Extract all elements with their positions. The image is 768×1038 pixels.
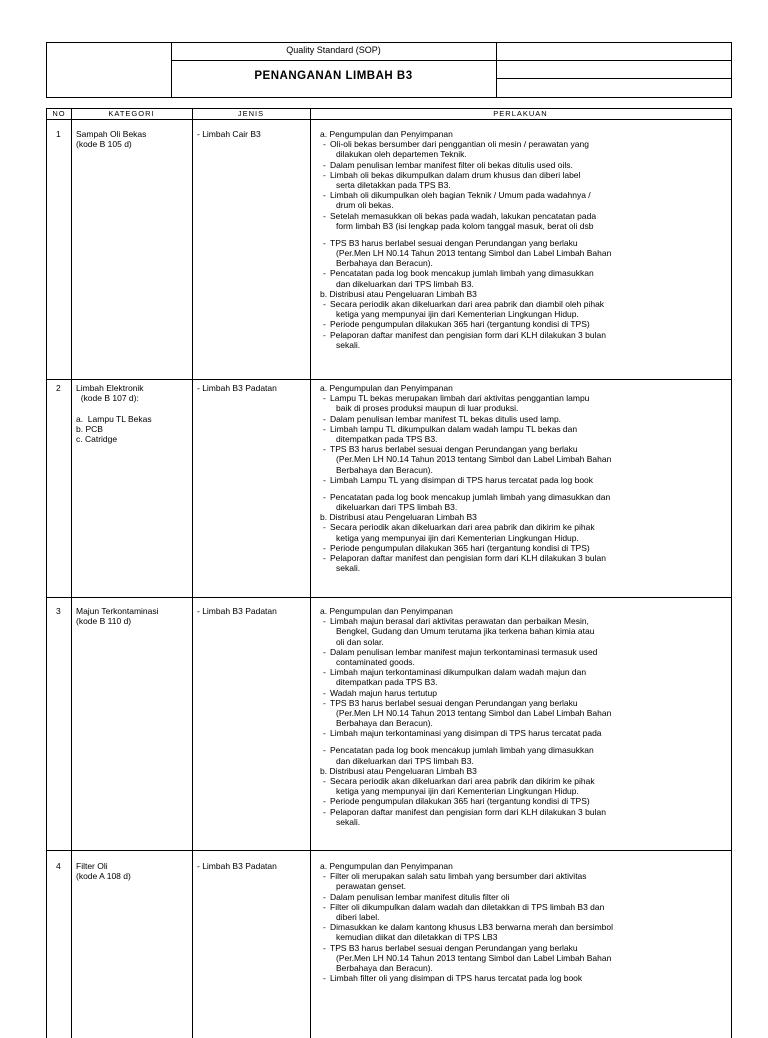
treatment-line: sekali. [336, 339, 361, 350]
treatment-line: - Pelaporan daftar manifest dan pengisian form dari KLH dilakukan 3 bulan [320, 330, 730, 340]
treatment-line: - Filter oli merupakan salah satu limbah yang bersumber dari aktivitas [320, 871, 730, 881]
column-header-jenis: JENIS [237, 109, 265, 118]
section-heading: a. Pengumpulan dan Penyimpanan [320, 129, 453, 139]
treatment-line: - TPS B3 harus berlabel sesuai dengan Perundangan yang berlaku [320, 238, 730, 248]
treatment-line: dilakukan oleh departemen Teknik. [336, 149, 467, 160]
row-perlakuan [320, 861, 730, 983]
section-heading: b. Distribusi atau Pengeluaran Limbah B3 [320, 765, 477, 776]
treatment-line: contaminated goods. [336, 656, 415, 667]
treatment-line: - Periode pengumpulan dilakukan 365 hari (tergantung kondisi di TPS) [320, 319, 730, 329]
column-header-perlakuan: PERLAKUAN [493, 109, 548, 118]
treatment-line: - Limbah majun terkontaminasi yang disimpan di TPS harus tercatat pada [320, 728, 730, 738]
treatment-line: - Secara periodik akan dikeluarkan dari area pabrik dan dikirim ke pihak [320, 776, 730, 786]
treatment-line: ketiga yang mempunyai ijin dari Kementerian Lingkungan Hidup. [336, 532, 579, 543]
treatment-line: - Limbah majun berasal dari aktivitas perawatan dan perbaikan Mesin, [320, 616, 730, 626]
treatment-line: - Limbah majun terkontaminasi dikumpulkan dalam wadah majun dan [320, 667, 730, 677]
treatment-line: - Dalam penulisan lembar manifest filter oli bekas ditulis used oils. [320, 160, 730, 170]
row-kategori: Filter Oli (kode A 108 d) [76, 861, 131, 882]
treatment-line: - Oli-oli bekas bersumber dari penggantian oli mesin / perawatan yang [320, 139, 730, 149]
treatment-line: - TPS B3 harus berlabel sesuai dengan Perundangan yang berlaku [320, 444, 730, 454]
row-kategori: Sampah Oli Bekas (kode B 105 d) [76, 129, 147, 150]
row-jenis: - Limbah B3 Padatan [197, 383, 277, 393]
column-header-no: NO [52, 109, 66, 118]
row-perlakuan [320, 606, 730, 827]
treatment-line: ditempatkan pada TPS B3. [336, 677, 438, 688]
row-number: 1 [56, 129, 61, 139]
document-title: PENANGANAN LIMBAH B3 [254, 70, 413, 82]
column-header-kategori: KATEGORI [108, 109, 155, 118]
treatment-line: - Pencatatan pada log book mencakup jumlah limbah yang dimasukkan [320, 268, 730, 278]
treatment-line: - Pelaporan daftar manifest dan pengisian form dari KLH dilakukan 3 bulan [320, 807, 730, 817]
treatment-line: - TPS B3 harus berlabel sesuai dengan Perundangan yang berlaku [320, 698, 730, 708]
row-kategori: Majun Terkontaminasi (kode B 110 d) [76, 606, 159, 627]
section-heading: a. Pengumpulan dan Penyimpanan [320, 606, 453, 616]
treatment-line: dikeluarkan dari TPS limbah B3. [336, 502, 458, 513]
treatment-line: - Wadah majun harus tertutup [320, 688, 730, 698]
treatment-line: Berbahaya dan Beracun). [336, 718, 433, 729]
treatment-line: (Per.Men LH N0.14 Tahun 2013 tentang Simbol dan Label Limbah Bahan [336, 707, 612, 718]
treatment-line: kemudian diikat dan diletakkan di TPS LB3 [336, 932, 498, 943]
treatment-line: - Dalam penulisan lembar manifest majun terkontaminasi termasuk used [320, 647, 730, 657]
document-header [46, 42, 732, 98]
document-subtitle: Quality Standard (SOP) [286, 45, 381, 55]
section-heading: a. Pengumpulan dan Penyimpanan [320, 383, 453, 393]
treatment-line: - Filter oli dikumpulkan dalam wadah dan diletakkan di TPS limbah B3 dan [320, 902, 730, 912]
row-perlakuan [320, 383, 730, 573]
treatment-line: form limbah B3 (isi lengkap pada kolom tanggal masuk, berat oli dsb [336, 220, 594, 231]
treatment-line: Berbahaya dan Beracun). [336, 962, 433, 973]
spacer [320, 738, 730, 745]
treatment-line: serta diletakkan pada TPS B3. [336, 179, 451, 190]
treatment-line: - Limbah oli bekas dikumpulkan dalam drum khusus dan diberi label [320, 170, 730, 180]
treatment-line: - Dalam penulisan lembar manifest TL bekas ditulis used lamp. [320, 414, 730, 424]
treatment-line: Bengkel, Gudang dan Umum terutama jika terkena bahan kimia atau [336, 626, 595, 637]
treatment-line: perawatan genset. [336, 881, 406, 892]
row-jenis: - Limbah B3 Padatan [197, 606, 277, 616]
treatment-line: - Setelah memasukkan oli bekas pada wadah, lakukan pencatatan pada [320, 211, 730, 221]
treatment-line: - Dalam penulisan lembar manifest ditulis filter oli [320, 892, 730, 902]
treatment-line: diberi label. [336, 911, 380, 922]
treatment-line: oli dan solar. [336, 636, 384, 647]
section-heading: b. Distribusi atau Pengeluaran Limbah B3 [320, 512, 477, 523]
treatment-line: Berbahaya dan Beracun). [336, 258, 433, 269]
treatment-line: - Periode pengumpulan dilakukan 365 hari (tergantung kondisi di TPS) [320, 543, 730, 553]
treatment-line: ketiga yang mempunyai ijin dari Kementerian Lingkungan Hidup. [336, 786, 579, 797]
row-jenis: - Limbah Cair B3 [197, 129, 261, 139]
treatment-line: - Secara periodik akan dikeluarkan dari area pabrik dan dikirim ke pihak [320, 522, 730, 532]
treatment-line: sekali. [336, 563, 361, 574]
treatment-line: (Per.Men LH N0.14 Tahun 2013 tentang Simbol dan Label Limbah Bahan [336, 454, 612, 465]
treatment-line: dan dikeluarkan dari TPS limbah B3. [336, 755, 474, 766]
treatment-line: - Pelaporan daftar manifest dan pengisian form dari KLH dilakukan 3 bulan [320, 553, 730, 563]
treatment-line: - Limbah lampu TL dikumpulkan dalam wadah lampu TL bekas dan [320, 424, 730, 434]
section-heading: b. Distribusi atau Pengeluaran Limbah B3 [320, 288, 477, 299]
row-jenis: - Limbah B3 Padatan [197, 861, 277, 871]
row-perlakuan [320, 129, 730, 350]
treatment-line: - TPS B3 harus berlabel sesuai dengan Perundangan yang berlaku [320, 943, 730, 953]
treatment-line: Berbahaya dan Beracun). [336, 464, 433, 475]
spacer [320, 231, 730, 238]
treatment-line: - Lampu TL bekas merupakan limbah dari aktivitas penggantian lampu [320, 393, 730, 403]
treatment-line: dan dikeluarkan dari TPS limbah B3. [336, 278, 474, 289]
section-heading: a. Pengumpulan dan Penyimpanan [320, 861, 453, 871]
treatment-line: ketiga yang mempunyai ijin dari Kementerian Lingkungan Hidup. [336, 309, 579, 320]
treatment-line: drum oli bekas. [336, 200, 394, 211]
treatment-line: baik di proses produksi maupun di luar produksi. [336, 403, 519, 414]
treatment-line: sekali. [336, 816, 361, 827]
treatment-line: (Per.Men LH N0.14 Tahun 2013 tentang Simbol dan Label Limbah Bahan [336, 248, 612, 259]
row-kategori: Limbah Elektronik (kode B 107 d): a. Lampu TL Bekas b. PCB c. Catridge [76, 383, 152, 445]
treatment-line: - Limbah Lampu TL yang disimpan di TPS harus tercatat pada log book [320, 475, 730, 485]
row-number: 4 [56, 861, 61, 871]
sop-table [46, 108, 732, 1038]
treatment-line: - Limbah oli dikumpulkan oleh bagian Teknik / Umum pada wadahnya / [320, 190, 730, 200]
treatment-line: - Secara periodik akan dikeluarkan dari area pabrik dan diambil oleh pihak [320, 299, 730, 309]
treatment-line: ditempatkan pada TPS B3. [336, 433, 438, 444]
treatment-line: - Pencatatan pada log book mencakup jumlah limbah yang dimasukkan [320, 745, 730, 755]
row-number: 3 [56, 606, 61, 616]
treatment-line: (Per.Men LH N0.14 Tahun 2013 tentang Simbol dan Label Limbah Bahan [336, 952, 612, 963]
table-header-row [47, 109, 731, 120]
treatment-line: - Limbah filter oli yang disimpan di TPS harus tercatat pada log book [320, 973, 730, 983]
treatment-line: - Pencatatan pada log book mencakup jumlah limbah yang dimasukkan dan [320, 492, 730, 502]
row-number: 2 [56, 383, 61, 393]
spacer [320, 485, 730, 492]
treatment-line: - Dimasukkan ke dalam kantong khusus LB3 berwarna merah dan bersimbol [320, 922, 730, 932]
treatment-line: - Periode pengumpulan dilakukan 365 hari (tergantung kondisi di TPS) [320, 796, 730, 806]
